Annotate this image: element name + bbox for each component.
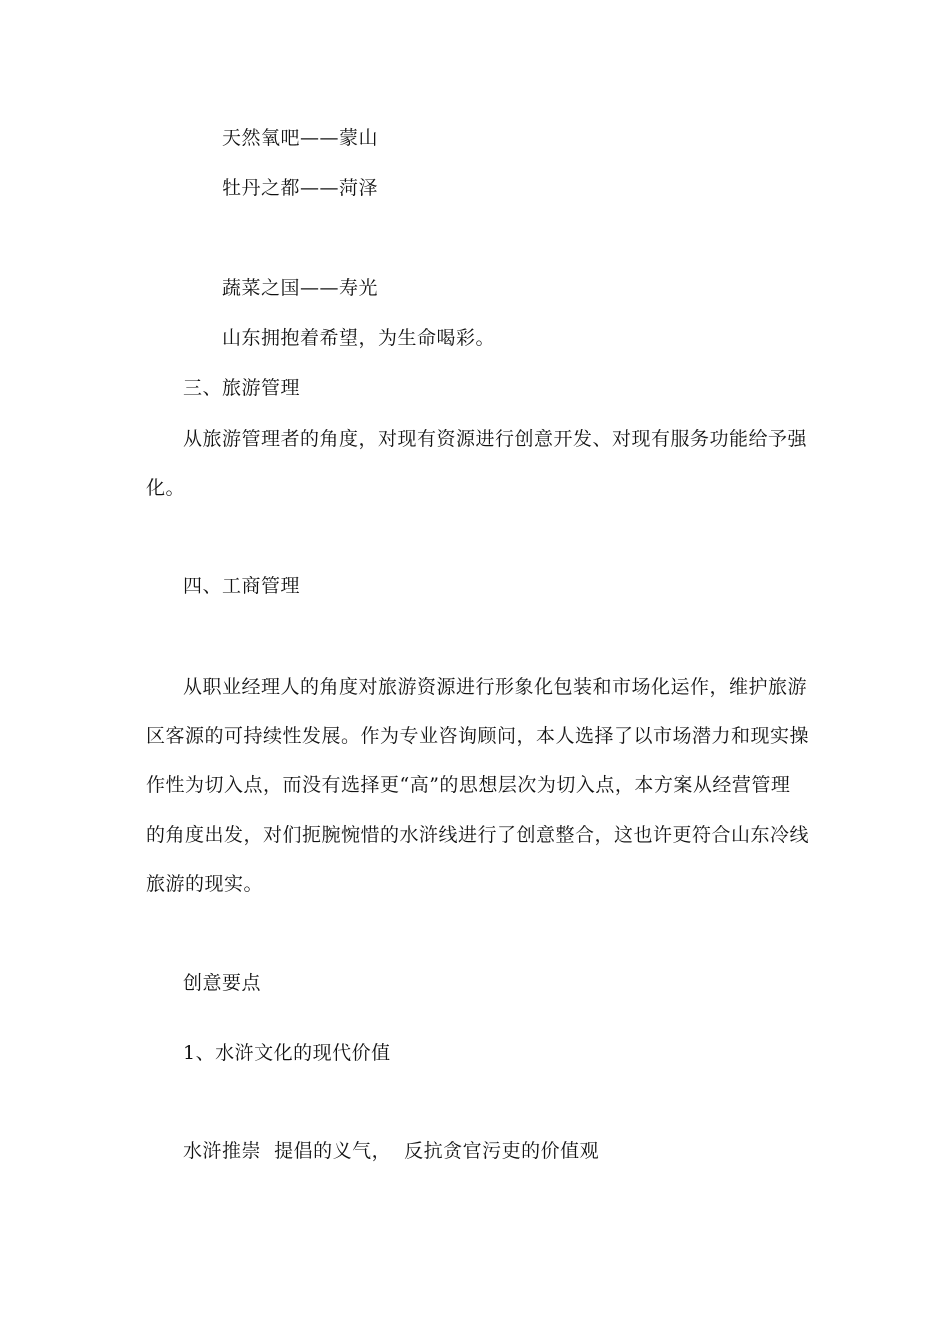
- section-heading: 三、旅游管理: [183, 377, 301, 399]
- paragraph-line: 的角度出发，对们扼腕惋惜的水浒线进行了创意整合，这也许更符合山东冷线: [146, 824, 810, 846]
- text-line: 天然氧吧——蒙山: [222, 127, 379, 149]
- section-heading: 四、工商管理: [183, 575, 301, 597]
- paragraph-line: 从旅游管理者的角度，对现有资源进行创意开发、对现有服务功能给予强: [183, 428, 808, 450]
- section-heading: 1、水浒文化的现代价值: [183, 1042, 391, 1064]
- text-line: 山东拥抱着希望，为生命喝彩。: [222, 327, 496, 349]
- section-heading: 创意要点: [183, 972, 262, 994]
- text-line: 牡丹之都——菏泽: [222, 177, 379, 199]
- paragraph-line: 区客源的可持续性发展。作为专业咨询顾问，本人选择了以市场潜力和现实操: [146, 725, 810, 747]
- paragraph-line: 作性为切入点，而没有选择更“高”的思想层次为切入点，本方案从经营管理: [146, 774, 791, 796]
- paragraph-line: 从职业经理人的角度对旅游资源进行形象化包装和市场化运作，维护旅游: [183, 676, 808, 698]
- paragraph-line: 旅游的现实。: [146, 873, 264, 895]
- paragraph-line: 化。: [146, 477, 186, 499]
- text-line: 蔬菜之国——寿光: [222, 277, 379, 299]
- paragraph-line: 水浒推崇 提倡的义气， 反抗贪官污吏的价值观: [183, 1140, 600, 1162]
